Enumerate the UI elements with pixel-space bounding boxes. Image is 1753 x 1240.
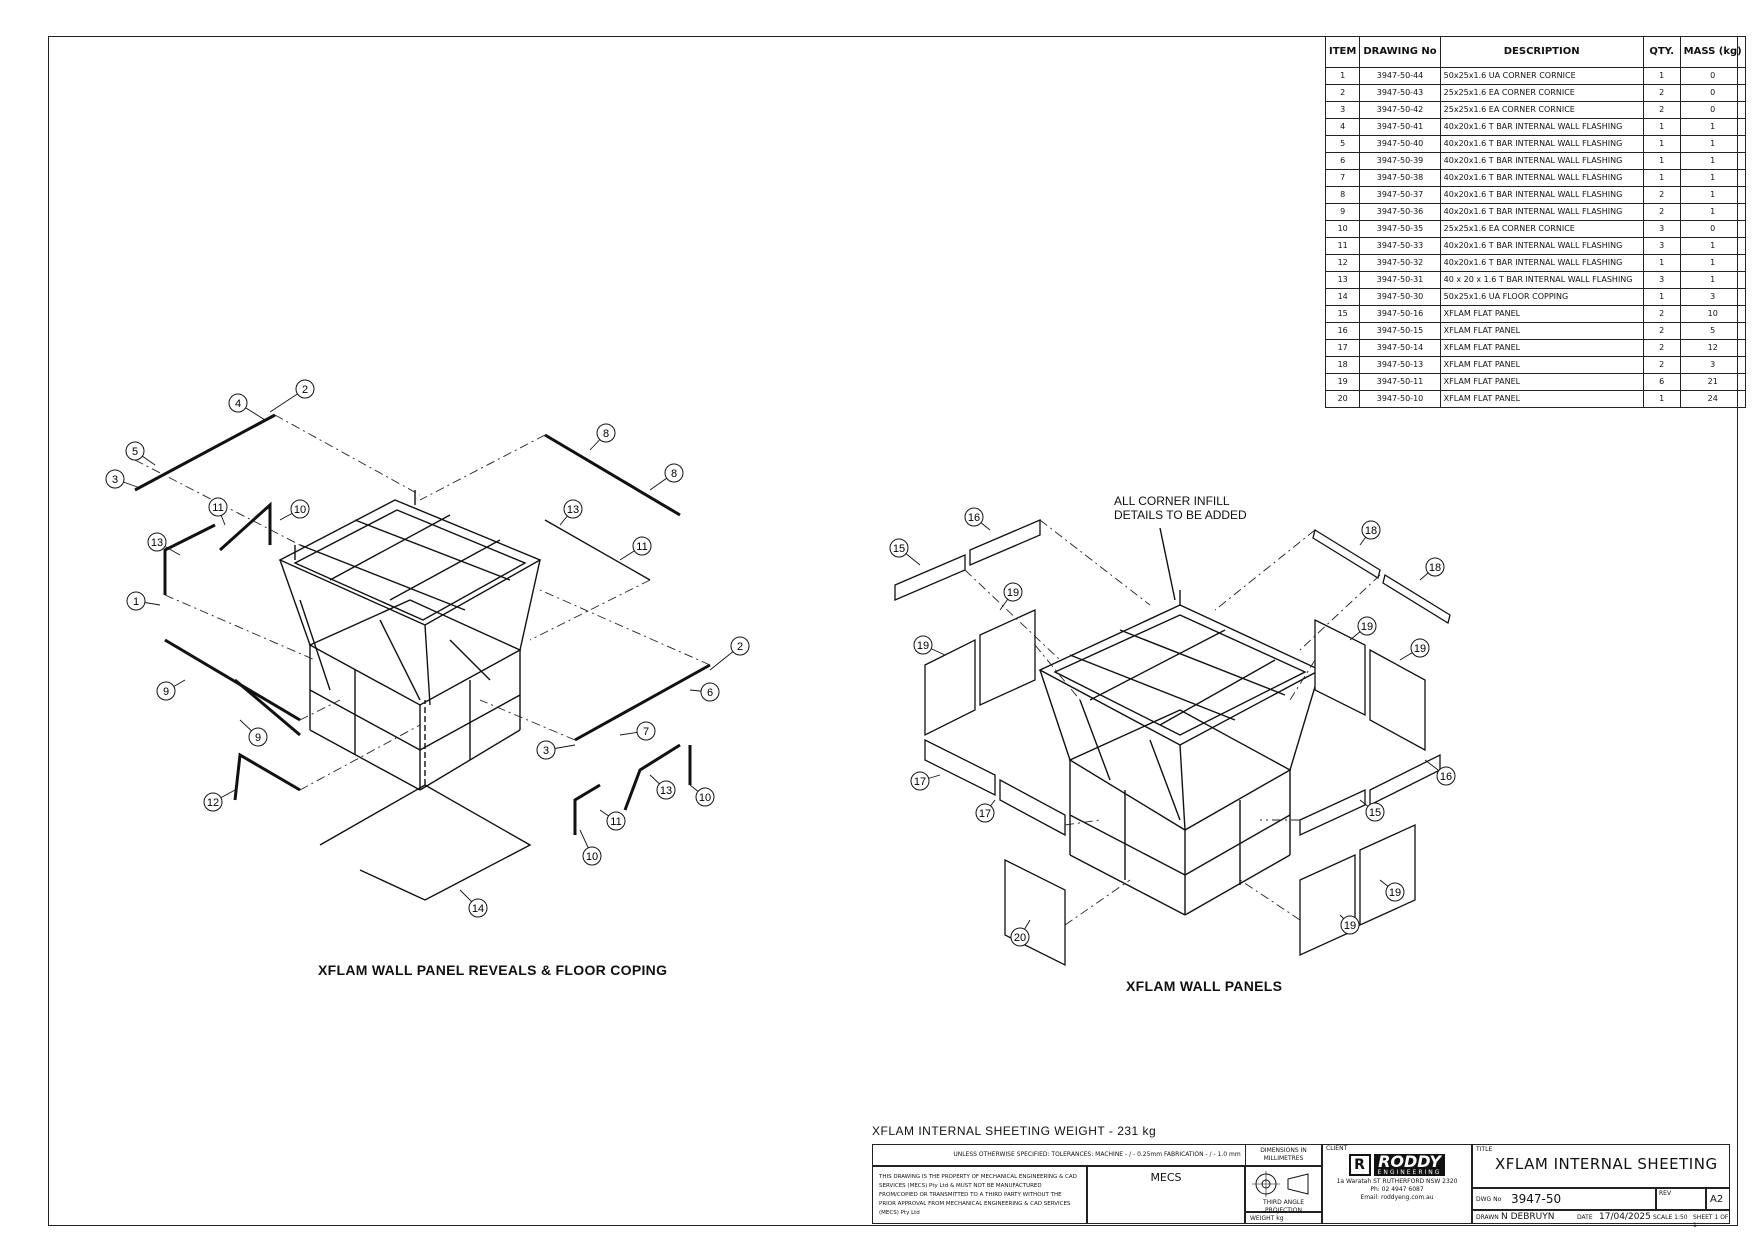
bom-cell-mass: 10 [1680,306,1745,323]
bom-cell-item: 13 [1326,272,1360,289]
bom-cell-drawing: 3947-50-35 [1360,221,1440,238]
date-label: DATE [1577,1214,1593,1221]
balloon-number: 16 [967,512,981,524]
bom-cell-description: 50x25x1.6 UA FLOOR COPPING [1440,289,1643,306]
bom-cell-description: 40x20x1.6 T BAR INTERNAL WALL FLASHING [1440,255,1643,272]
bom-cell-item: 11 [1326,238,1360,255]
bom-cell-description: XFLAM FLAT PANEL [1440,306,1643,323]
left-balloon-7 [620,722,655,740]
bom-cell-drawing: 3947-50-43 [1360,85,1440,102]
sheeting-weight-label: XFLAM INTERNAL SHEETING WEIGHT - 231 kg [872,1124,1157,1138]
balloon-number: 1 [132,596,140,608]
bom-cell-qty: 1 [1643,68,1680,85]
bom-cell-item: 4 [1326,119,1360,136]
bom-cell-qty: 3 [1643,272,1680,289]
left-balloon-10 [280,500,309,520]
left-balloon-13 [560,500,582,525]
balloon-number: 10 [698,792,712,804]
balloon-number: 19 [1413,643,1427,655]
bom-cell-qty: 6 [1643,374,1680,391]
balloon-number: 17 [978,808,992,820]
bom-cell-mass: 0 [1680,102,1745,119]
bom-cell-mass: 1 [1680,170,1745,187]
bom-cell-mass: 1 [1680,238,1745,255]
balloon-number: 12 [206,797,220,809]
balloon-number: 15 [1368,807,1382,819]
bom-cell-qty: 2 [1643,85,1680,102]
balloon-number: 19 [916,640,930,652]
right-view-caption: XFLAM WALL PANELS [1126,978,1283,994]
bom-cell-item: 8 [1326,187,1360,204]
bom-cell-description: 50x25x1.6 UA CORNER CORNICE [1440,68,1643,85]
bom-cell-item: 18 [1326,357,1360,374]
left-balloon-10 [580,830,601,865]
bom-cell-qty: 1 [1643,391,1680,408]
balloon-number: 20 [1013,932,1027,944]
company-name: RODDY [1378,1152,1441,1171]
bom-cell-mass: 1 [1680,119,1745,136]
title-label: TITLE [1476,1146,1493,1153]
bom-cell-drawing: 3947-50-42 [1360,102,1440,119]
left-balloon-2 [270,380,314,412]
bom-cell-qty: 2 [1643,204,1680,221]
bom-header-mass: MASS (kg) [1680,37,1745,68]
balloon-number: 18 [1364,525,1378,537]
drawing-title: XFLAM INTERNAL SHEETING [1495,1155,1718,1173]
right-balloon-18 [1360,521,1380,545]
bom-cell-item: 2 [1326,85,1360,102]
balloon-number: 18 [1428,562,1442,574]
bom-cell-mass: 1 [1680,255,1745,272]
dimensions-text: DIMENSIONS IN MILLIMETRES [1260,1147,1307,1162]
copyright-box [872,1166,1087,1224]
projection-box [1245,1166,1322,1212]
bom-cell-qty: 1 [1643,136,1680,153]
bom-header-item: ITEM [1326,37,1360,68]
bom-cell-drawing: 3947-50-31 [1360,272,1440,289]
bom-cell-description: 25x25x1.6 EA CORNER CORNICE [1440,102,1643,119]
drawn-date: 17/04/2025 [1599,1212,1651,1222]
balloon-number: 9 [162,686,170,698]
balloon-number: 6 [706,687,714,699]
left-balloon-3 [537,741,575,759]
bom-cell-description: XFLAM FLAT PANEL [1440,323,1643,340]
rev-box [1656,1188,1706,1210]
dwg-no-value: 3947-50 [1511,1192,1562,1206]
company-sub: ENGINEERING [1377,1169,1442,1176]
left-balloon-11 [209,498,227,525]
bom-cell-drawing: 3947-50-41 [1360,119,1440,136]
bom-cell-drawing: 3947-50-13 [1360,357,1440,374]
right-balloon-15 [1360,800,1384,821]
company-phone: Ph: 02 4947 6087 [1370,1186,1424,1193]
roddy-logo [1323,1154,1471,1176]
bom-cell-item: 20 [1326,391,1360,408]
left-exploded-parts [132,415,710,900]
bom-cell-drawing: 3947-50-37 [1360,187,1440,204]
balloon-number: 11 [636,541,648,553]
balloon-number: 17 [913,776,927,788]
bom-cell-mass: 24 [1680,391,1745,408]
balloon-number: 13 [659,785,673,797]
bom-cell-item: 16 [1326,323,1360,340]
bom-cell-item: 17 [1326,340,1360,357]
bom-cell-qty: 1 [1643,170,1680,187]
title-box [1472,1144,1730,1188]
right-balloon-16 [965,508,990,530]
balloon-number: 13 [566,504,580,516]
mecs-box [1087,1166,1245,1224]
bom-cell-description: 25x25x1.6 EA CORNER CORNICE [1440,85,1643,102]
bom-cell-drawing: 3947-50-33 [1360,238,1440,255]
client-label: CLIENT [1326,1145,1348,1152]
bom-cell-mass: 0 [1680,85,1745,102]
right-balloon-17 [911,772,940,790]
balloon-number: 19 [1388,887,1402,899]
left-balloon-2 [710,637,749,670]
bom-cell-description: 25x25x1.6 EA CORNER CORNICE [1440,221,1643,238]
left-balloon-4 [229,394,265,420]
bom-header-description: DESCRIPTION [1440,37,1643,68]
right-balloon-19 [1340,915,1359,934]
balloon-number: 15 [892,543,906,555]
left-balloon-8 [650,464,683,490]
tolerance-text: UNLESS OTHERWISE SPECIFIED: TOLERANCES: MACHINE - / - 0.25mm FABRICATION - / - 1.0 mm [953,1151,1241,1158]
bom-cell-item: 5 [1326,136,1360,153]
left-balloon-9 [157,680,185,700]
dimensions-box [1245,1144,1322,1166]
balloon-number: 19 [1006,587,1020,599]
bom-cell-mass: 3 [1680,289,1745,306]
bom-cell-mass: 0 [1680,221,1745,238]
balloon-number: 2 [301,384,309,396]
sheet-size: A2 [1710,1194,1724,1205]
balloon-number: 7 [642,726,650,738]
bom-cell-item: 6 [1326,153,1360,170]
bom-cell-drawing: 3947-50-15 [1360,323,1440,340]
bom-cell-qty: 2 [1643,306,1680,323]
bom-cell-description: XFLAM FLAT PANEL [1440,340,1643,357]
bom-cell-item: 10 [1326,221,1360,238]
left-balloon-11 [600,810,625,830]
left-balloon-6 [690,683,719,701]
bom-cell-mass: 1 [1680,136,1745,153]
right-exploded-panels [892,520,1453,965]
bom-cell-description: 40x20x1.6 T BAR INTERNAL WALL FLASHING [1440,238,1643,255]
dwg-no-box [1472,1188,1656,1210]
balloon-number: 10 [585,851,599,863]
bom-cell-item: 1 [1326,68,1360,85]
bom-cell-mass: 12 [1680,340,1745,357]
bom-cell-qty: 2 [1643,102,1680,119]
right-balloon-18 [1420,558,1444,580]
bom-cell-drawing: 3947-50-39 [1360,153,1440,170]
bom-cell-qty: 2 [1643,357,1680,374]
bom-cell-qty: 3 [1643,238,1680,255]
right-balloon-19 [1350,617,1376,640]
bom-cell-description: 40x20x1.6 T BAR INTERNAL WALL FLASHING [1440,204,1643,221]
bom-cell-description: XFLAM FLAT PANEL [1440,391,1643,408]
balloon-number: 13 [150,537,164,549]
left-balloon-10 [690,785,714,806]
bom-cell-description: XFLAM FLAT PANEL [1440,374,1643,391]
bom-cell-mass: 5 [1680,323,1745,340]
scale-label: SCALE 1:50 [1653,1214,1688,1221]
balloon-number: 19 [1343,920,1357,932]
bom-cell-item: 14 [1326,289,1360,306]
bom-cell-mass: 0 [1680,68,1745,85]
left-balloon-13 [650,775,675,799]
bom-cell-drawing: 3947-50-38 [1360,170,1440,187]
bom-cell-qty: 2 [1643,187,1680,204]
bom-cell-mass: 1 [1680,204,1745,221]
drawn-box [1472,1210,1730,1229]
left-balloon-group [106,380,749,917]
bom-cell-qty: 3 [1643,221,1680,238]
third-angle-projection-icon [1246,1169,1321,1199]
size-box [1706,1188,1730,1210]
bom-cell-mass: 21 [1680,374,1745,391]
right-balloon-19 [1000,583,1022,610]
drawn-label: DRAWN [1476,1214,1499,1221]
bom-cell-description: 40x20x1.6 T BAR INTERNAL WALL FLASHING [1440,153,1643,170]
balloon-number: 11 [212,502,224,514]
bom-header-drawing: DRAWING No [1360,37,1440,68]
drawn-by: N DEBRUYN [1501,1212,1555,1222]
client-box [1322,1144,1472,1224]
left-balloon-1 [127,592,160,610]
bom-cell-qty: 1 [1643,119,1680,136]
bom-cell-description: 40x20x1.6 T BAR INTERNAL WALL FLASHING [1440,170,1643,187]
bom-cell-drawing: 3947-50-40 [1360,136,1440,153]
bom-cell-qty: 2 [1643,340,1680,357]
balloon-number: 8 [670,468,678,480]
corner-infill-note: ALL CORNER INFILL DETAILS TO BE ADDED [1114,494,1247,522]
bom-cell-drawing: 3947-50-16 [1360,306,1440,323]
balloon-number: 3 [111,474,119,486]
bom-cell-description: XFLAM FLAT PANEL [1440,357,1643,374]
balloon-number: 5 [131,446,139,458]
bom-cell-mass: 1 [1680,272,1745,289]
bom-header-qty: QTY. [1643,37,1680,68]
left-balloon-14 [460,890,487,917]
bom-cell-qty: 1 [1643,289,1680,306]
left-balloon-11 [620,537,651,560]
company-email: Email: roddyeng.com.au [1360,1194,1434,1201]
bom-cell-item: 7 [1326,170,1360,187]
right-balloon-17 [976,800,995,822]
bom-cell-qty: 2 [1643,323,1680,340]
bom-cell-mass: 1 [1680,187,1745,204]
left-view-caption: XFLAM WALL PANEL REVEALS & FLOOR COPING [318,962,668,978]
bom-cell-item: 9 [1326,204,1360,221]
bom-cell-description: 40x20x1.6 T BAR INTERNAL WALL FLASHING [1440,119,1643,136]
bom-cell-item: 12 [1326,255,1360,272]
right-frame-assembly [1040,590,1320,915]
left-balloon-8 [590,424,615,450]
mecs-logo-text: MECS [1150,1171,1182,1184]
rev-label: REV [1659,1190,1672,1197]
left-balloon-3 [106,470,140,488]
bom-cell-mass: 1 [1680,153,1745,170]
bom-cell-qty: 1 [1643,153,1680,170]
bom-cell-drawing: 3947-50-14 [1360,340,1440,357]
roddy-r-icon: R [1349,1154,1371,1176]
bom-cell-description: 40x20x1.6 T BAR INTERNAL WALL FLASHING [1440,136,1643,153]
bom-cell-description: 40 x 20 x 1.6 T BAR INTERNAL WALL FLASHING [1440,272,1643,289]
bom-cell-drawing: 3947-50-11 [1360,374,1440,391]
bom-cell-item: 15 [1326,306,1360,323]
sheet-label: SHEET 1 OF 1 [1693,1214,1729,1229]
balloon-number: 16 [1439,771,1453,783]
balloon-number: 4 [234,398,242,410]
weight-box [1245,1212,1322,1224]
copyright-text: THIS DRAWING IS THE PROPERTY OF MECHANICAL ENGINEERING & CAD SERVICES (MECS) Pty Ltd & MUST NOT BE MANUFACTURED FROM/COPIED OR TRANSMITTED TO A THIRD PARTY WITHOUT THE PRIOR APPROVAL FROM MECHANICAL ENGINEERING & CAD SERVICES (MECS) Pty Ltd [879,1174,1077,1216]
left-balloon-5 [126,442,155,465]
bom-cell-drawing: 3947-50-10 [1360,391,1440,408]
balloon-number: 3 [542,745,550,757]
weight-field-label: WEIGHT kg [1250,1215,1284,1222]
dwg-no-label: DWG No [1476,1196,1502,1203]
bom-cell-drawing: 3947-50-44 [1360,68,1440,85]
left-frame-assembly [280,490,540,790]
balloon-number: 14 [471,903,485,915]
right-balloon-19 [914,636,945,655]
bom-cell-drawing: 3947-50-30 [1360,289,1440,306]
bom-cell-item: 3 [1326,102,1360,119]
left-balloon-9 [240,720,267,746]
bom-cell-drawing: 3947-50-36 [1360,204,1440,221]
bom-cell-qty: 1 [1643,255,1680,272]
right-balloon-19 [1400,639,1429,660]
left-balloon-12 [204,790,235,811]
balloon-number: 11 [610,816,622,828]
company-address: 1a Waratah ST RUTHERFORD NSW 2320 [1336,1178,1458,1185]
right-balloon-15 [890,539,920,565]
projection-text: THIRD ANGLE PROJECTION [1262,1199,1305,1214]
bom-cell-mass: 3 [1680,357,1745,374]
balloon-number: 9 [254,732,262,744]
bom-cell-item: 19 [1326,374,1360,391]
balloon-number: 10 [293,504,307,516]
balloon-number: 2 [736,641,744,653]
bom-cell-drawing: 3947-50-32 [1360,255,1440,272]
balloon-number: 19 [1360,621,1374,633]
balloon-number: 8 [602,428,610,440]
bom-cell-description: 40x20x1.6 T BAR INTERNAL WALL FLASHING [1440,187,1643,204]
